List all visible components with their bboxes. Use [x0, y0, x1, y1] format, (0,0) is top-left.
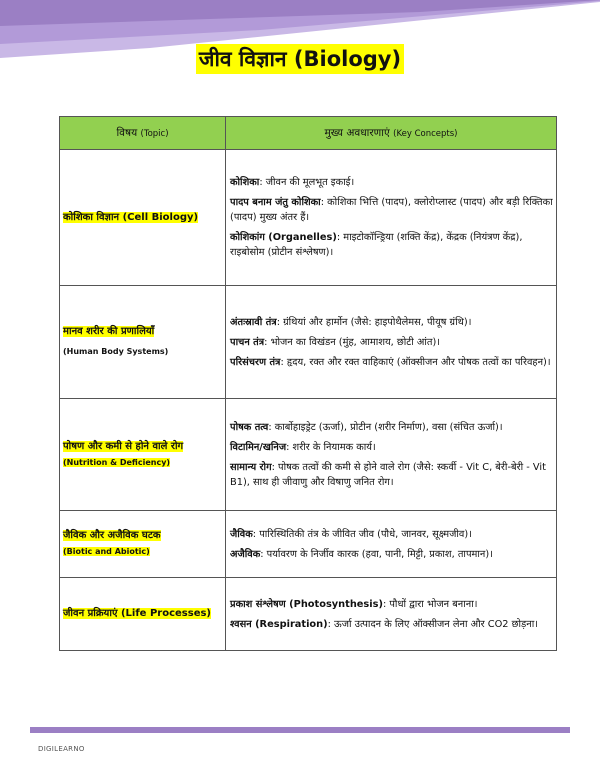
- concept-text: : भोजन का विखंडन (मुंह, आमाशय, छोटी आंत)।: [264, 336, 441, 348]
- page-title: जीव विज्ञान (Biology): [196, 44, 404, 74]
- header-topic-hi: विषय: [116, 127, 138, 139]
- topic-title: कोशिका विज्ञान (Cell Biology): [63, 211, 199, 223]
- topic-subtitle: (Human Body Systems): [63, 347, 169, 356]
- concept-item: [230, 460, 553, 490]
- concept-text: : पारिस्थितिकी तंत्र के जीवित जीव (पौधे, जानवर, सूक्ष्मजीव)।: [252, 528, 472, 540]
- concepts-table: [59, 116, 557, 651]
- table-row: [60, 286, 557, 399]
- concept-item: [230, 355, 553, 370]
- concept-item: [230, 597, 553, 612]
- concept-term: कोशिकांग (Organelles): [230, 232, 337, 243]
- concept-term: श्वसन (Respiration): [230, 618, 328, 630]
- topic-cell: [60, 150, 226, 286]
- topic-cell: [60, 399, 226, 511]
- header-concepts-en: (Key Concepts): [393, 129, 458, 139]
- concept-item: [230, 440, 553, 455]
- header-concepts-hi: मुख्य अवधारणाएं: [324, 127, 390, 139]
- concept-text: : माइटोकॉन्ड्रिया (शक्ति केंद्र), केंद्रक (नियंत्रण केंद्र), राइबोसोम (प्रोटीन संश्लेषण)।: [230, 232, 523, 258]
- concept-term: अंतःस्रावी तंत्र: [230, 316, 277, 328]
- table-row: [60, 150, 557, 286]
- concept-item: [230, 420, 553, 435]
- concepts-cell: [226, 511, 557, 578]
- concept-text: : पर्यावरण के निर्जीव कारक (हवा, पानी, मिट्टी, प्रकाश, तापमान)।: [260, 548, 493, 560]
- header-topic: [60, 117, 226, 150]
- concept-text: : कार्बोहाइड्रेट (ऊर्जा), प्रोटीन (शरीर निर्माण), वसा (संचित ऊर्जा)।: [268, 421, 503, 433]
- concept-text: : कोशिका भित्ति (पादप), क्लोरोप्लास्ट (पादप) और बड़ी रिक्तिका (पादप) मुख्य अंतर हैं।: [230, 197, 553, 223]
- topic-cell: [60, 286, 226, 399]
- title-container: [0, 44, 600, 74]
- concept-item: [230, 195, 553, 225]
- concept-text: : ग्रंथियां और हार्मोन (जैसे: हाइपोथैलेमस, पीयूष ग्रंथि)।: [276, 316, 472, 328]
- concept-text: : शरीर के नियामक कार्य।: [286, 441, 376, 453]
- topic-title: पोषण और कमी से होने वाले रोग: [63, 440, 184, 452]
- topic-title: जैविक और अजैविक घटक: [63, 530, 161, 541]
- topic-subtitle: (Biotic and Abiotic): [63, 547, 150, 556]
- topic-cell: [60, 578, 226, 651]
- table-row: [60, 511, 557, 578]
- topic-subtitle: (Nutrition & Deficiency): [63, 457, 171, 467]
- concept-item: [230, 527, 553, 542]
- concept-term: सामान्य रोग: [230, 461, 272, 473]
- concept-term: अजैविक: [230, 548, 261, 560]
- table-row: [60, 399, 557, 511]
- concept-text: : हृदय, रक्त और रक्त वाहिकाएं (ऑक्सीजन और पोषक तत्वों का परिवहन)।: [280, 356, 551, 368]
- footer-bar: [30, 727, 570, 733]
- topic-cell: [60, 511, 226, 578]
- topic-title: मानव शरीर की प्रणालियाँ: [63, 326, 155, 337]
- concept-term: कोशिका: [230, 177, 260, 188]
- table-row: [60, 578, 557, 651]
- footer-brand: DIGILEARNO: [38, 745, 85, 753]
- concept-item: [230, 335, 553, 350]
- concept-term: प्रकाश संश्लेषण (Photosynthesis): [230, 598, 383, 610]
- concept-item: [230, 617, 553, 632]
- concept-term: जैविक: [230, 528, 253, 540]
- concepts-cell: [226, 150, 557, 286]
- table-header-row: [60, 117, 557, 150]
- concept-text: : जीवन की मूलभूत इकाई।: [259, 177, 355, 188]
- concept-text: : ऊर्जा उत्पादन के लिए ऑक्सीजन लेना और CO2 छोड़ना।: [327, 618, 538, 630]
- concepts-cell: [226, 578, 557, 651]
- concept-item: [230, 547, 553, 562]
- concept-item: [230, 315, 553, 330]
- concept-term: पादप बनाम जंतु कोशिका: [230, 197, 321, 208]
- concept-item: [230, 230, 553, 260]
- concept-item: [230, 175, 553, 190]
- concept-term: पाचन तंत्र: [230, 336, 265, 348]
- concepts-cell: [226, 399, 557, 511]
- concept-term: पोषक तत्व: [230, 421, 269, 433]
- header-topic-en: (Topic): [140, 129, 169, 139]
- header-concepts: [226, 117, 557, 150]
- concept-term: परिसंचरण तंत्र: [230, 356, 281, 368]
- concept-text: : पौधों द्वारा भोजन बनाना।: [382, 598, 478, 610]
- concepts-cell: [226, 286, 557, 399]
- concept-text: : पोषक तत्वों की कमी से होने वाले रोग (जैसे: स्कर्वी - Vit C, बेरी-बेरी - Vit B1), साथ ही जीवाणु और विषाणु जनित रोग।: [230, 461, 546, 488]
- topic-title: जीवन प्रक्रियाएं (Life Processes): [63, 608, 211, 619]
- concept-term: विटामिन/खनिज: [230, 441, 287, 453]
